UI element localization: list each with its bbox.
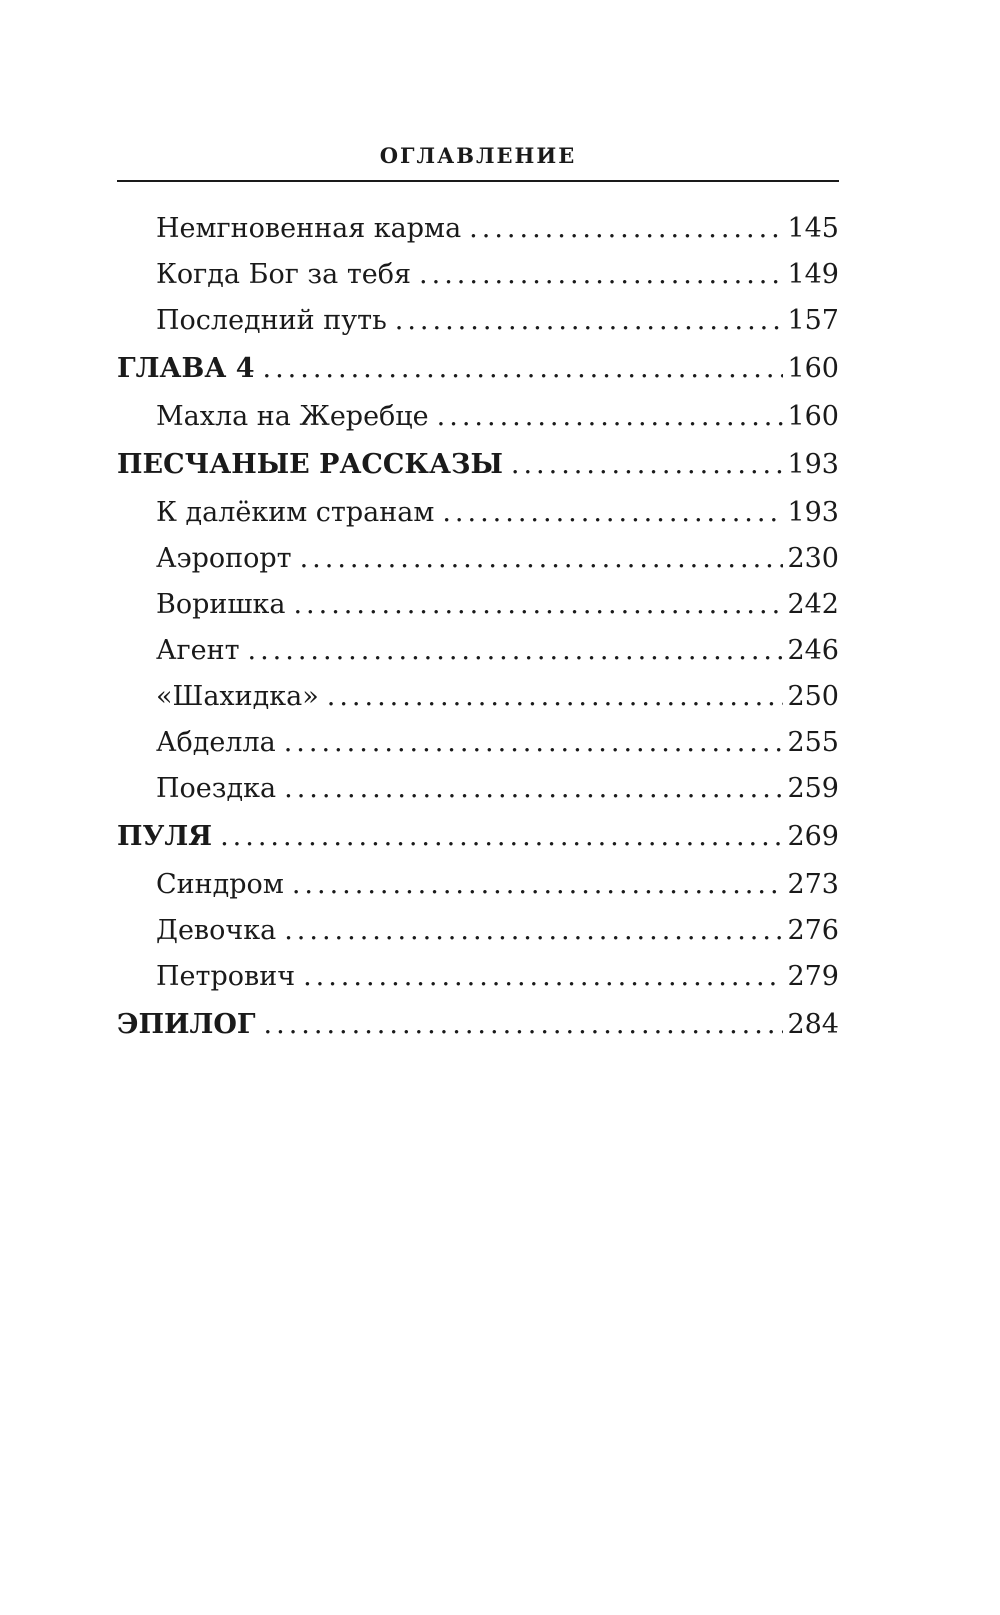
toc-entry[interactable] [117,720,839,766]
toc-entry[interactable] [117,490,839,536]
toc-entry-page: 230 [787,543,839,574]
toc-entry-title: Петрович [156,961,296,992]
table-of-contents [117,206,839,1050]
toc-chapter[interactable] [117,440,839,490]
toc-chapter-page: 284 [787,1009,839,1040]
toc-chapter-page: 269 [787,821,839,852]
dot-leader [300,536,784,582]
toc-entry[interactable] [117,298,839,344]
toc-entry-title: К далёким странам [156,497,435,528]
toc-entry-page: 149 [787,259,839,290]
toc-chapter-page: 160 [787,353,839,384]
toc-entry-title: Аэропорт [156,543,292,574]
book-page [117,140,839,1050]
toc-entry-page: 145 [787,213,839,244]
toc-entry[interactable] [117,766,839,812]
toc-entry-page: 242 [787,589,839,620]
toc-entry-page: 255 [787,727,839,758]
dot-leader [284,720,784,766]
toc-entry-title: Поездка [156,773,277,804]
toc-entry-title: Абделла [156,727,276,758]
toc-entry[interactable] [117,536,839,582]
dot-leader [284,908,783,954]
toc-entry-page: 193 [787,497,839,528]
dot-leader [293,582,783,628]
toc-entry-title: Девочка [156,915,277,946]
header-rule [117,180,839,182]
toc-entry-title: Синдром [156,869,284,900]
toc-entry-page: 160 [787,401,839,432]
toc-entry-title: Агент [156,635,240,666]
toc-entry-page: 273 [787,869,839,900]
toc-entry[interactable] [117,582,839,628]
toc-entry-title: Воришка [156,589,286,620]
toc-chapter-title: ЭПИЛОГ [117,1009,256,1040]
toc-entry-title: Последний путь [156,305,387,336]
toc-entry[interactable] [117,674,839,720]
running-head: ОГЛАВЛЕНИЕ [379,143,577,168]
toc-entry[interactable] [117,206,839,252]
dot-leader [437,394,784,440]
toc-entry-title: Когда Бог за тебя [156,259,412,290]
toc-chapter[interactable] [117,344,839,394]
dot-leader [263,344,784,394]
toc-chapter[interactable] [117,1000,839,1050]
toc-entry-page: 276 [787,915,839,946]
dot-leader [469,206,783,252]
toc-chapter-title: ПУЛЯ [117,821,213,852]
dot-leader [395,298,784,344]
dot-leader [248,628,784,674]
dot-leader [327,674,784,720]
toc-entry-page: 250 [787,681,839,712]
toc-entry-title: Немгновенная карма [156,213,462,244]
toc-entry-title: Махла на Жеребце [156,401,429,432]
toc-entry-title: «Шахидка» [156,681,319,712]
dot-leader [220,812,783,862]
toc-entry-page: 259 [787,773,839,804]
dot-leader [292,862,784,908]
toc-entry[interactable] [117,394,839,440]
toc-entry[interactable] [117,628,839,674]
dot-leader [303,954,783,1000]
toc-entry[interactable] [117,954,839,1000]
dot-leader [442,490,783,536]
toc-chapter[interactable] [117,812,839,862]
toc-chapter-title: ГЛАВА 4 [117,353,255,384]
toc-entry-page: 157 [787,305,839,336]
toc-entry[interactable] [117,862,839,908]
toc-chapter-page: 193 [787,449,839,480]
toc-entry-page: 279 [787,961,839,992]
toc-entry-page: 246 [787,635,839,666]
dot-leader [419,252,783,298]
dot-leader [511,440,784,490]
dot-leader [264,1000,784,1050]
toc-entry[interactable] [117,252,839,298]
toc-entry[interactable] [117,908,839,954]
toc-chapter-title: ПЕСЧАНЫЕ РАССКАЗЫ [117,449,503,480]
dot-leader [284,766,783,812]
